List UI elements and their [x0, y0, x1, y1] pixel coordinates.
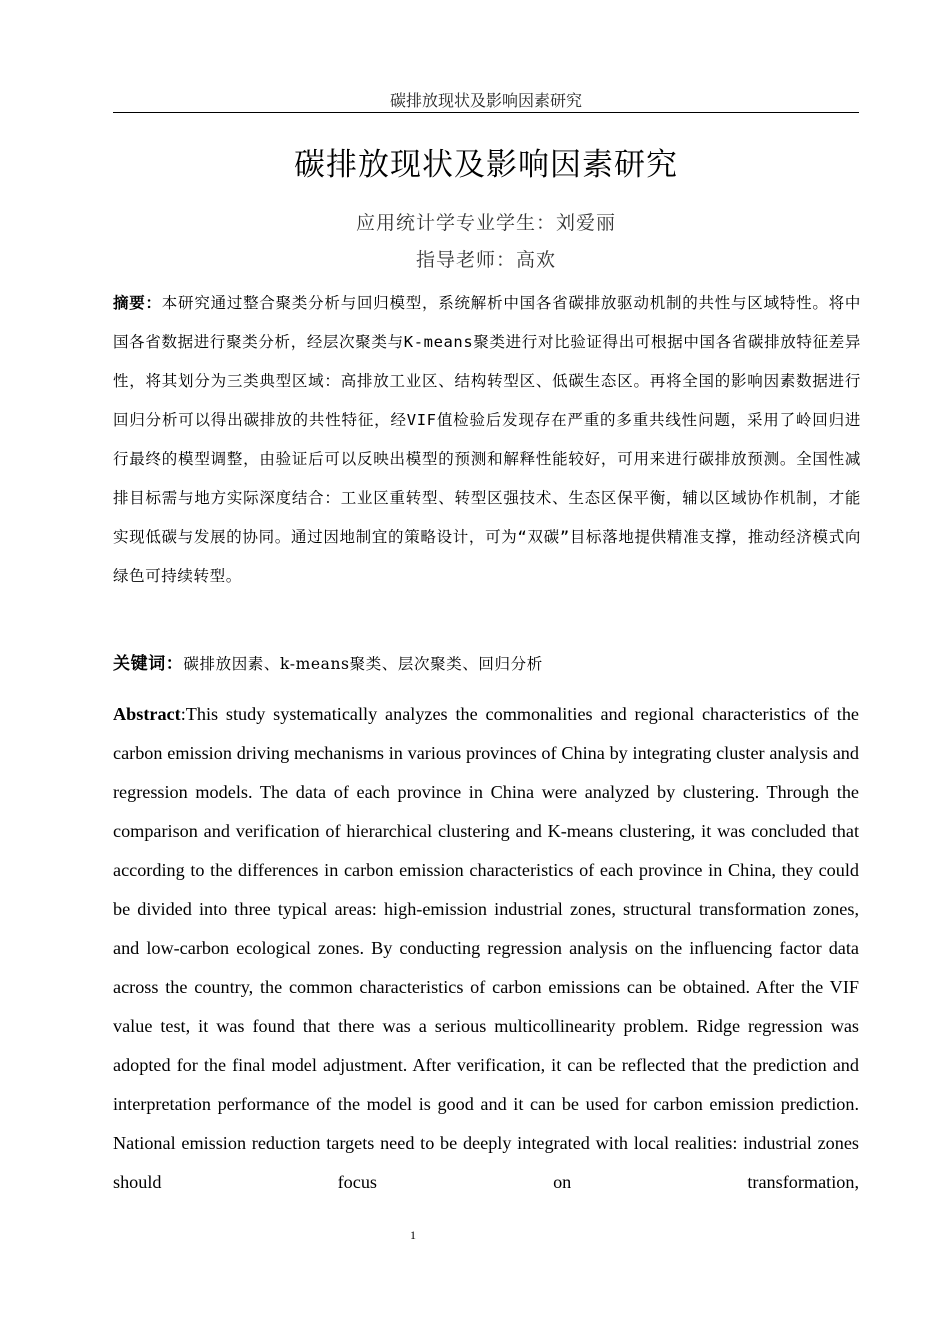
keywords-text: 碳排放因素、k-means聚类、层次聚类、回归分析	[183, 655, 543, 673]
english-abstract	[113, 695, 859, 1202]
advisor-line: 指导老师：高欢	[415, 249, 556, 271]
running-header: 碳排放现状及影响因素研究	[389, 91, 582, 110]
chinese-abstract-text: 本研究通过整合聚类分析与回归模型，系统解析中国各省碳排放驱动机制的共性与区域特性。将中国各省数据进行聚类分析，经层次聚类与K-means聚类进行对比验证得出可根据中国各省碳排放特征差异性，将其划分为三类典型区域：高排放工业区、结构转型区、低碳生态区。再将全国的影响因素数据进行回归分析可以得出碳排放的共性特征，经VIF值检验后发现存在严重的多重共线性问题，采用了岭回归进行最终的模型调整，由验证后可以反映出模型的预测和解释性能较好，可用来进行碳排放预测。全国性减排目标需与地方实际深度结合：工业区重转型、转型区强技术、生态区保平衡，辅以区域协作机制，才能实现低碳与发展的协同。通过因地制宜的策略设计，可为“双碳”目标落地提供精准支撑，推动经济模式向绿色可持续转型。	[113, 294, 861, 585]
header-rule	[113, 112, 859, 113]
chinese-abstract-label: 摘要：	[113, 294, 162, 312]
document-title: 碳排放现状及影响因素研究	[294, 147, 678, 183]
english-abstract-label: Abstract	[113, 704, 181, 724]
author-line: 应用统计学专业学生：刘爱丽	[355, 212, 616, 234]
keywords	[113, 649, 859, 679]
chinese-abstract	[113, 284, 861, 596]
english-abstract-text: :This study systematically analyzes the commonalities and regional characteristics of the carbon emission driving mechanisms in various provinces of China by integrating cluster analysis and regression models. The data of each province in China were analyzed by clustering. Through the comparison and verification of hierarchical clustering and K-means clustering, it was concluded that according to the differences in carbon emission characteristics of each province in China, they could be divided into three typical areas: high-emission industrial zones, structural transformation zones, and low-carbon ecological zones. By conducting regression analysis on the influencing factor data across the country, the common characteristics of carbon emissions can be obtained. After the VIF value test, it was found that there was a serious multicollinearity problem. Ridge regression was adopted for the final model adjustment. After verification, it can be reflected that the prediction and interpretation performance of the model is good and it can be used for carbon emission prediction. National emission reduction targets need to be deeply integrated with local realities: industrial zones should focus on transformation,	[113, 704, 859, 1192]
keywords-label: 关键词：	[113, 654, 184, 674]
page-number: 1	[410, 1228, 416, 1242]
